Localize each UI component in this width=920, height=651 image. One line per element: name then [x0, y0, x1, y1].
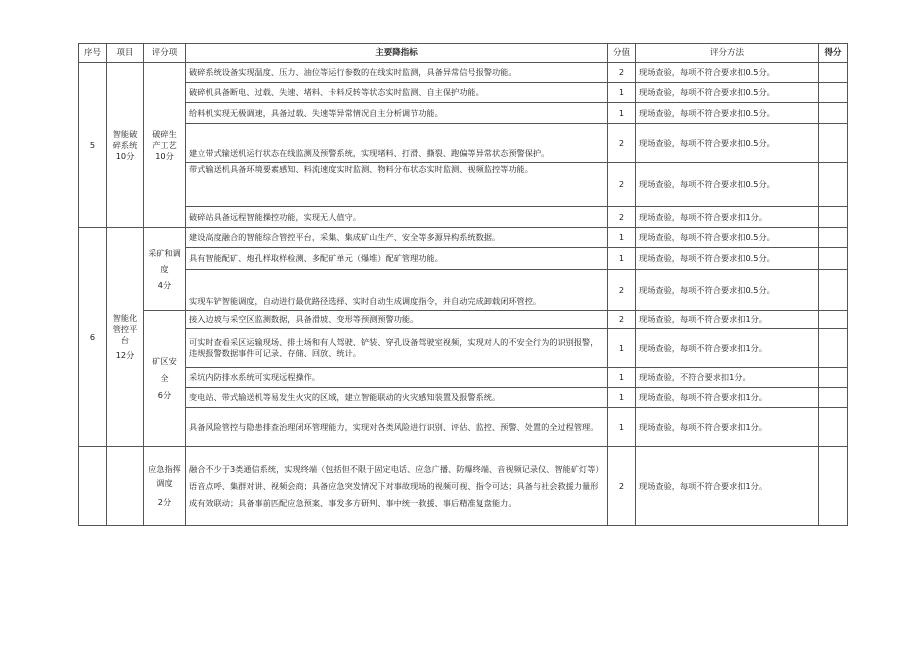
- method-cell: 现场查验，每项不符合要求扣1分。: [636, 329, 819, 368]
- score-item-line: 10分: [155, 150, 174, 161]
- gain-cell[interactable]: [819, 388, 848, 408]
- method-cell: 现场查验，每项不符合要求扣0.5分。: [636, 124, 819, 163]
- gain-cell[interactable]: [819, 248, 848, 270]
- gain-cell[interactable]: [819, 124, 848, 163]
- indicator-cell: 破碎机具备断电、过载、失速、堵料、卡料反转等状态实时监测、自主保护功能。: [186, 83, 608, 103]
- indicator-cell: 具备风险管控与隐患排查治理闭环管理能力，实现对各类风险进行识别、评估、监控、预警、处置的全过程管理。: [186, 408, 608, 447]
- score-item-line: 破碎生: [152, 128, 177, 139]
- item-line: 智能破: [112, 128, 138, 139]
- score-cell: 1: [608, 368, 636, 388]
- table-row: [79, 408, 848, 447]
- score-cell: 2: [608, 311, 636, 329]
- table-row: [79, 447, 848, 526]
- score-cell: 2: [608, 124, 636, 163]
- score-cell: 2: [608, 163, 636, 207]
- score-item-line: 6分: [157, 390, 172, 400]
- gain-cell[interactable]: [819, 270, 848, 311]
- gain-cell[interactable]: [819, 207, 848, 228]
- score-cell: 1: [608, 388, 636, 408]
- indicator-cell: 具有智能配矿、炮孔样取样检测、多配矿单元（爆堆）配矿管理功能。: [186, 248, 608, 270]
- score-item-line: 采矿和调: [148, 247, 181, 258]
- table-row: [79, 83, 848, 103]
- gain-cell[interactable]: [819, 103, 848, 124]
- section-no: 6: [79, 228, 107, 447]
- indicator-cell: 变电站、带式输送机等易发生火灾的区域，建立智能联动的火灾感知装置及报警系统。: [186, 388, 608, 408]
- table-row: [79, 329, 848, 368]
- header-indicator: 主要降指标: [186, 44, 608, 63]
- score-cell: 1: [608, 248, 636, 270]
- section-no: [79, 447, 107, 526]
- indicator-cell: 建设高度融合的智能综合管控平台，采集、集成矿山生产、安全等多源异构系统数据。: [186, 228, 608, 248]
- score-item-line: 调度: [156, 478, 173, 488]
- indicator-cell: 实现车铲智能调度，自动进行最优路径选择、实时自动生成调度指令，并自动完成卸载闭环管控。: [186, 270, 608, 311]
- section-item: [107, 63, 144, 228]
- header-row: [79, 44, 848, 63]
- score-item-line: 矿区安: [152, 356, 177, 366]
- method-cell: 现场查验，每项不符合要求扣0.5分。: [636, 83, 819, 103]
- table-row: [79, 63, 848, 83]
- item-line: 管控平: [112, 324, 138, 334]
- header-no: 序号: [79, 44, 107, 63]
- method-cell: 现场查验，每项不符合要求扣1分。: [636, 207, 819, 228]
- score-cell: 1: [608, 408, 636, 447]
- table-row: [79, 388, 848, 408]
- item-line: 碎系统: [112, 139, 138, 150]
- score-cell: 2: [608, 447, 636, 526]
- header-score-item: 评分项: [144, 44, 186, 63]
- gain-cell[interactable]: [819, 83, 848, 103]
- method-cell: 现场查验，每项不符合要求扣1分。: [636, 388, 819, 408]
- header-gain: 得分: [819, 44, 848, 63]
- method-cell: 现场查验，每项不符合要求扣0.5分。: [636, 103, 819, 124]
- gain-cell[interactable]: [819, 311, 848, 329]
- indicator-cell: 破碎站具备远程智能操控功能，实现无人值守。: [186, 207, 608, 228]
- table-row: [79, 163, 848, 207]
- indicator-cell: 破碎系统设备实现温度、压力、油位等运行参数的在线实时监测，具备异常信号报警功能。: [186, 63, 608, 83]
- indicator-cell: 带式输送机具备环境要素感知、料流速度实时监测、物料分布状态实时监测、视频监控等功能。: [186, 163, 608, 207]
- gain-cell[interactable]: [819, 329, 848, 368]
- method-cell: 现场查验，每项不符合要求扣1分。: [636, 447, 819, 526]
- score-item-line: 2分: [157, 497, 172, 507]
- method-cell: 现场查验，每项不符合要求扣0.5分。: [636, 63, 819, 83]
- section-item: [107, 447, 144, 526]
- score-cell: 1: [608, 228, 636, 248]
- score-item-line: 全: [160, 373, 169, 383]
- indicator-cell: 接入边坡与采空区监测数据，具备滑坡、变形等预测预警功能。: [186, 311, 608, 329]
- indicator-cell: 采坑内防排水系统可实现远程操作。: [186, 368, 608, 388]
- score-item-line: 产工艺: [152, 139, 177, 150]
- item-line: 智能化: [112, 313, 138, 323]
- method-cell: 现场查验，不符合要求扣1分。: [636, 368, 819, 388]
- score-cell: 1: [608, 329, 636, 368]
- item-line: 台: [120, 335, 130, 345]
- section-score-item: [144, 228, 186, 311]
- method-cell: 现场查验，每项不符合要求扣0.5分。: [636, 163, 819, 207]
- header-item: 项目: [107, 44, 144, 63]
- section-item: [107, 228, 144, 447]
- item-line: 10分: [115, 150, 135, 161]
- indicator-cell: 可实时查看采区运输现场、排土场和有人驾驶、铲装、穿孔设备驾驶室视频，实现对人的不安全行为的识别报警，违规报警数据事件可记录、存储、回放、统计。: [186, 329, 608, 368]
- indicator-cell: 给料机实现无极调速，具备过载、失速等异常情况自主分析调节功能。: [186, 103, 608, 124]
- item-line: 12分: [115, 350, 135, 360]
- table-row: [79, 270, 848, 311]
- method-cell: 现场查验，每项不符合要求扣0.5分。: [636, 228, 819, 248]
- section-score-item: [144, 311, 186, 447]
- section-score-item: [144, 447, 186, 526]
- score-item-line: 度: [160, 263, 169, 274]
- score-cell: 2: [608, 270, 636, 311]
- table-row: [79, 368, 848, 388]
- scoring-table: [78, 43, 848, 526]
- section-no: 5: [79, 63, 107, 228]
- gain-cell[interactable]: [819, 368, 848, 388]
- table-row: [79, 124, 848, 163]
- score-item-line: 4分: [157, 279, 172, 290]
- table-row: [79, 103, 848, 124]
- score-item-line: 应急指挥: [148, 464, 181, 474]
- table-row: [79, 248, 848, 270]
- method-cell: 现场查验，每项不符合要求扣0.5分。: [636, 270, 819, 311]
- gain-cell[interactable]: [819, 408, 848, 447]
- header-method: 评分方法: [636, 44, 819, 63]
- indicator-cell: 融合不少于3类通信系统，实现终端（包括但不限于固定电话、应急广播、防爆终端、音视频记录仪、智能矿灯等）语音点呼、集群对讲、视频会商；具备应急突发情况下对事故现场的视频可视、指令可达；具备与社会救援力量形成有效联动；具备事前匹配应急预案、事发多方研判、事中统一救援、事后精准复盘能力。: [186, 447, 608, 526]
- score-cell: 1: [608, 103, 636, 124]
- gain-cell[interactable]: [819, 447, 848, 526]
- score-cell: 1: [608, 83, 636, 103]
- section-score-item: [144, 63, 186, 228]
- table-row: [79, 207, 848, 228]
- indicator-cell: 建立带式输送机运行状态在线监测及预警系统，实现堵料、打滑、撕裂、跑偏等异常状态预警保护。: [186, 124, 608, 163]
- header-score: 分值: [608, 44, 636, 63]
- method-cell: 现场查验，每项不符合要求扣1分。: [636, 408, 819, 447]
- score-cell: 2: [608, 63, 636, 83]
- table-row: [79, 228, 848, 248]
- gain-cell[interactable]: [819, 63, 848, 83]
- method-cell: 现场查验，每项不符合要求扣1分。: [636, 311, 819, 329]
- table-row: [79, 311, 848, 329]
- score-cell: 2: [608, 207, 636, 228]
- method-cell: 现场查验，每项不符合要求扣0.5分。: [636, 248, 819, 270]
- gain-cell[interactable]: [819, 228, 848, 248]
- gain-cell[interactable]: [819, 163, 848, 207]
